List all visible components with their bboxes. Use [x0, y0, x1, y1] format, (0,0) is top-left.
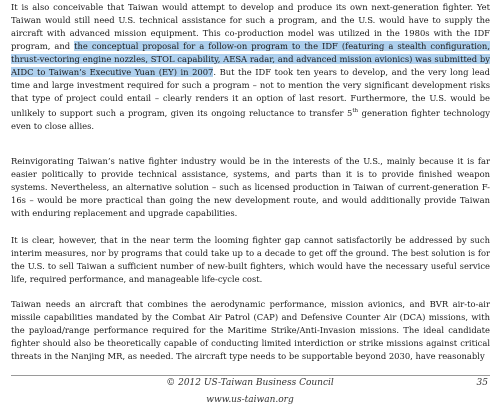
paragraph-2: Reinvigorating Taiwan’s native fighter industry would be in the interests of the U.S., mainly because it is far easier politically to provide technical assistance, systems, and parts than it is to provide finished weapon systems. Nevertheless, an alternative solution – such as licensed production in Taiwan of current-generation F-16s – would be more practical than going the new development route, and would additionally provide Taiwan with enduring replacement and upgrade capabilities.: [11, 156, 490, 219]
paragraph-1-text-end: generation fighter technology even to close allies.: [11, 108, 490, 132]
footer-url: www.us-taiwan.org: [206, 395, 294, 405]
paragraph-1-text-start: It is also conceivable that Taiwan would attempt to develop and produce its own next-generation fighter. Yet Taiwan would still need U.S. technical assistance for such a program, and the U.S. would have to supply the aircraft with advanced mission equipment. This co-production model was utilized in the 1980s with the IDF program, and: [11, 2, 490, 52]
highlighted-selection[interactable]: the conceptual proposal for a follow-on program to the IDF (featuring a stealth configuration, thrust-vectoring engine nozzles, STOL capability, AESA radar, and advanced mission avionics) was submitted by AIDC to Taiwan’s Executive Yuan (EY) in 2007: [11, 41, 490, 78]
paragraph-3: It is clear, however, that in the near term the looming fighter gap cannot satisfactorily be addressed by such interim measures, nor by programs that could take up to a decade to get off the ground. The best solution is for the U.S. to sell Taiwan a sufficient number of new-built fighters, which would have the necessary useful service life, required performance, and manageable life-cycle cost.: [11, 235, 490, 285]
superscript-th: th: [352, 108, 359, 115]
paragraph-4: Taiwan needs an aircraft that combines the aerodynamic performance, mission avionics, and BVR air-to-air missile capabilities mandated by the Combat Air Patrol (CAP) and Defensive Counter Air (DCA) missions, with the payload/range performance required for the Maritime Strike/Anti-Invasion missions. The ideal candidate fighter should also be theoretically capable of conducting limited interdiction or strike missions against critical threats in the Nanjing MR, as needed. The aircraft type needs to be supportable beyond 2030, have reasonably: [11, 299, 490, 362]
footer-copyright: © 2012 US-Taiwan Business Council: [166, 378, 334, 388]
page-number: 35: [476, 378, 488, 388]
paragraph-1: [11, 1, 490, 133]
footer-divider: [11, 375, 490, 376]
paragraph-1-text-middle: . But the IDF took ten years to develop, and the very long lead time and large investment required for such a program – not to mention the very significant development risks that type of project could entail – clearly renders it an option of last resort. Furthermore, the U.S. would be unlikely to support such a program, given its ongoing reluctance to transfer 5: [11, 67, 491, 119]
